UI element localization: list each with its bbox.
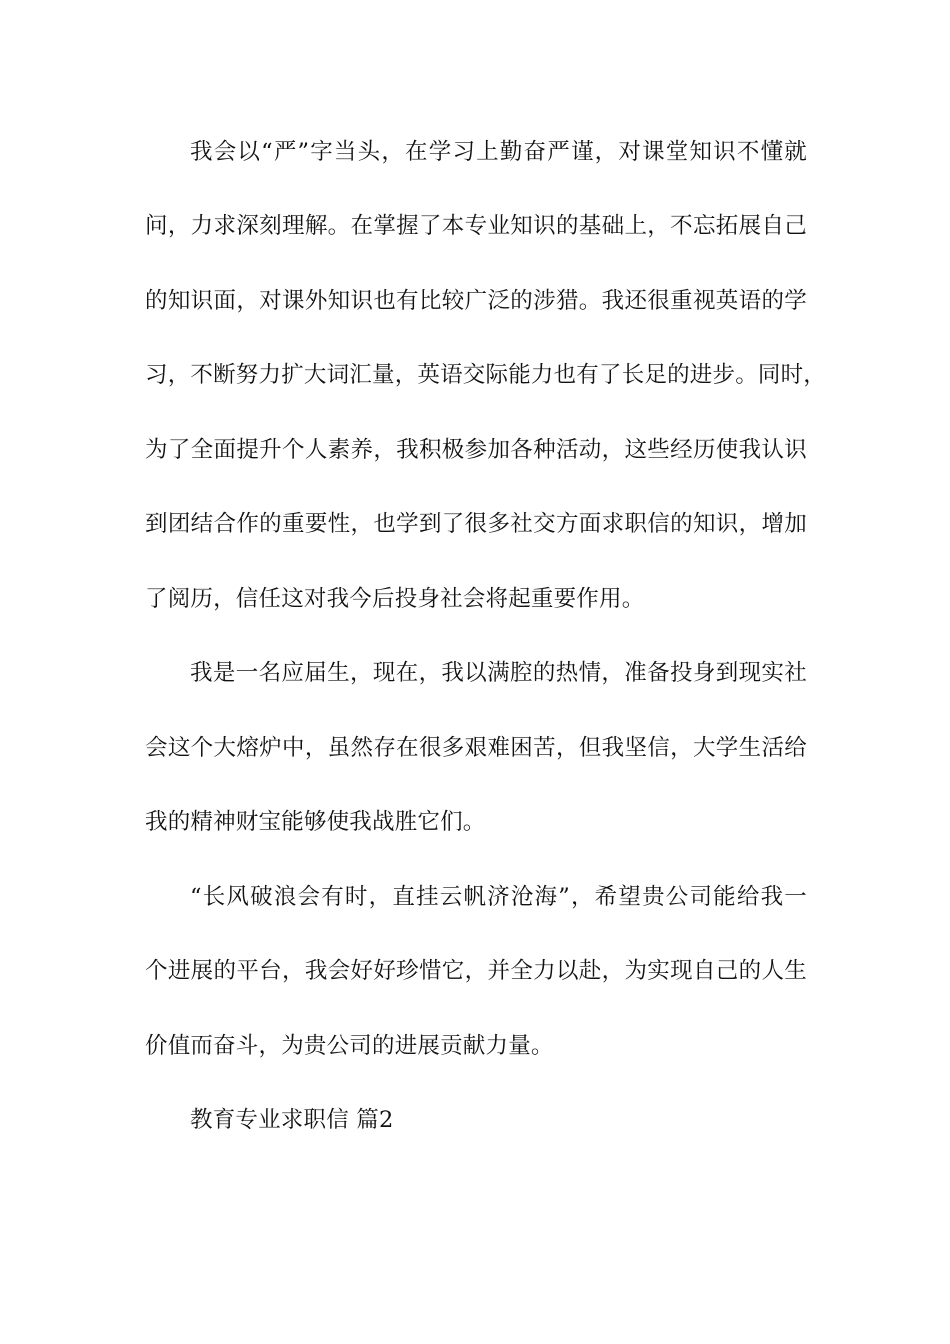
paragraph-2-line-3: 我的精神财宝能够使我战胜它们。: [145, 809, 486, 835]
paragraph-1-line-3: 的知识面，对课外知识也有比较广泛的涉猎。我还很重视英语的学: [145, 288, 807, 314]
paragraph-3-line-3: 价值而奋斗，为贵公司的进展贡献力量。: [145, 1033, 554, 1059]
section-heading: 教育专业求职信 篇2: [190, 1107, 394, 1133]
paragraph-1-line-5: 为了全面提升个人素养，我积极参加各种活动，这些经历使我认识: [145, 437, 807, 463]
paragraph-3-line-1: “长风破浪会有时，直挂云帆济沧海”，希望贵公司能给我一: [190, 884, 807, 910]
paragraph-1-line-2: 问，力求深刻理解。在掌握了本专业知识的基础上，不忘拓展自己: [145, 213, 807, 239]
paragraph-2-line-2: 会这个大熔炉中，虽然存在很多艰难困苦，但我坚信，大学生活给: [145, 735, 807, 761]
paragraph-1-line-1: 我会以“严”字当头，在学习上勤奋严谨，对课堂知识不懂就: [190, 139, 807, 165]
paragraph-1-line-6: 到团结合作的重要性，也学到了很多社交方面求职信的知识，增加: [145, 511, 807, 537]
paragraph-1-line-4: 习，不断努力扩大词汇量，英语交际能力也有了长足的进步。同时，: [145, 362, 827, 388]
paragraph-2-line-1: 我是一名应届生，现在，我以满腔的热情，准备投身到现实社: [190, 660, 807, 686]
paragraph-3-line-2: 个进展的平台，我会好好珍惜它，并全力以赴，为实现自己的人生: [145, 958, 807, 984]
paragraph-1-line-7: 了阅历，信任这对我今后投身社会将起重要作用。: [145, 586, 645, 612]
